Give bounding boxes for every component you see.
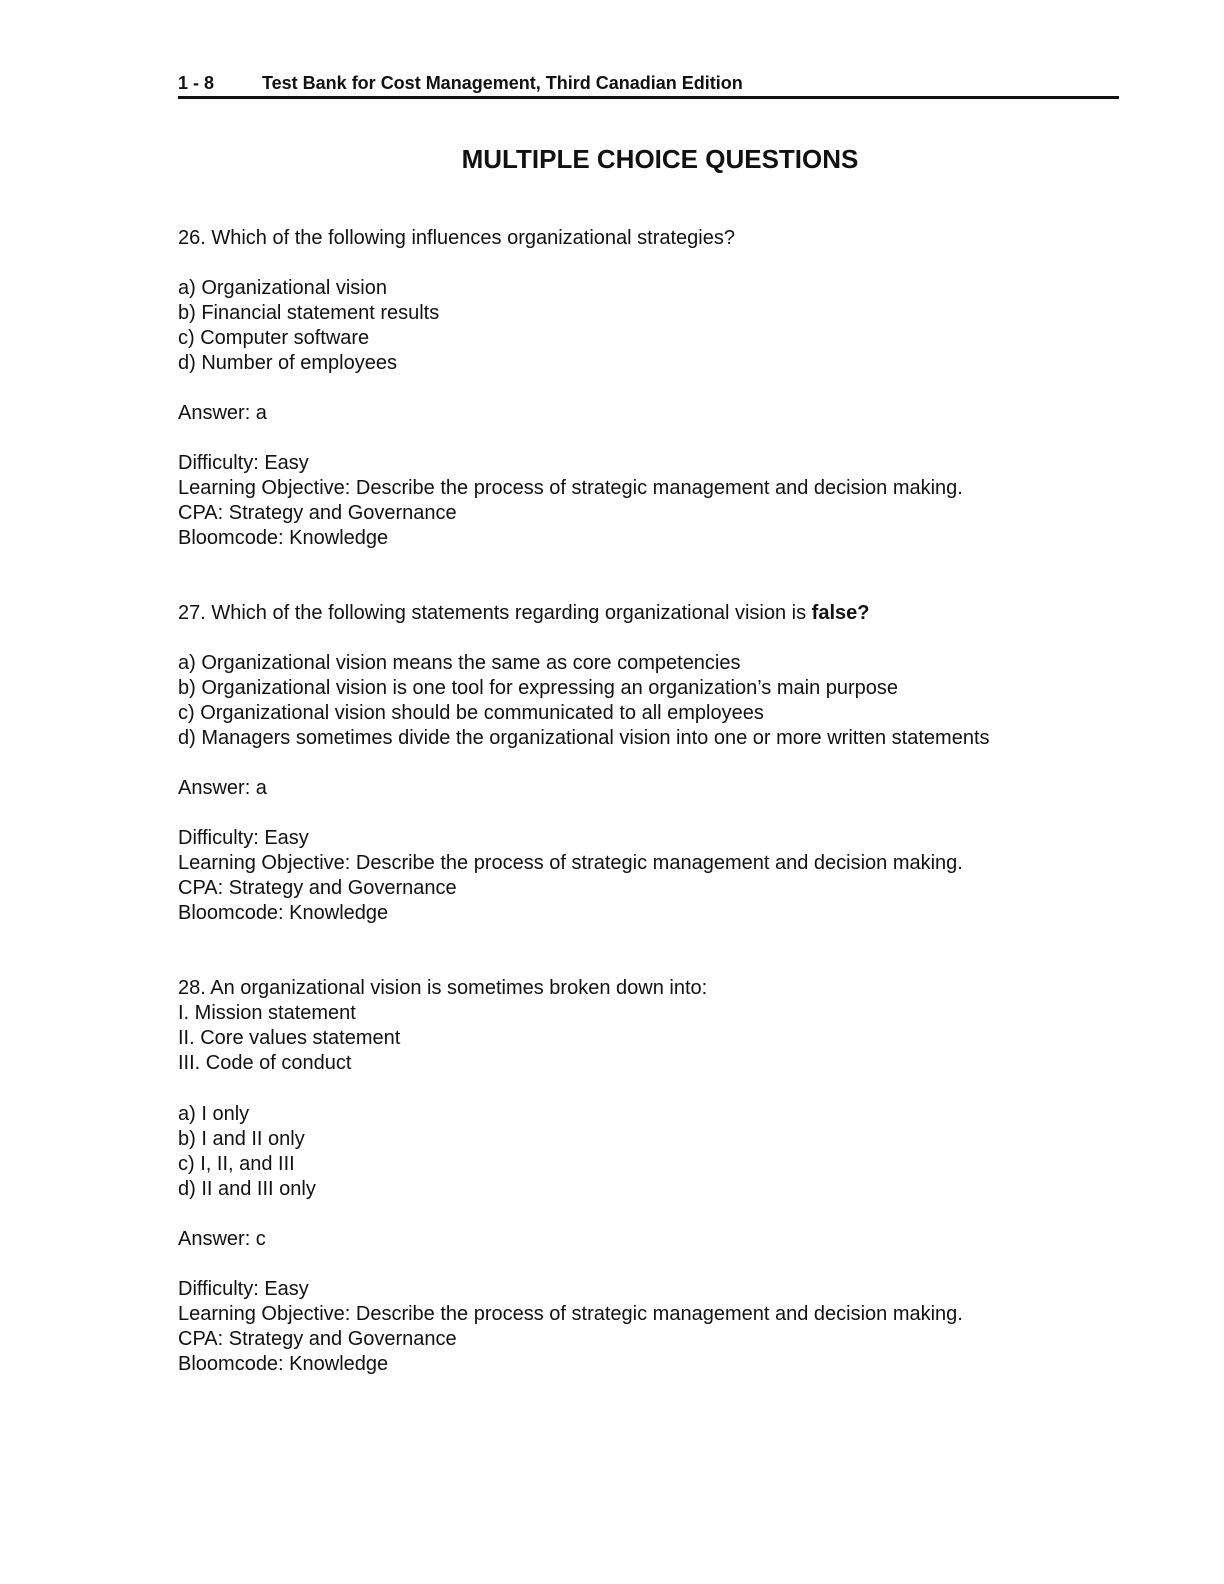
cpa-competency: CPA: Strategy and Governance — [178, 877, 457, 899]
bloomcode: Bloomcode: Knowledge — [178, 902, 389, 924]
answer: Answer: c — [178, 1228, 266, 1250]
answer: Answer: a — [178, 402, 267, 424]
cpa-competency: CPA: Strategy and Governance — [178, 1328, 457, 1350]
learning-objective: Learning Objective: Describe the process of strategic management and decision making. — [178, 852, 963, 874]
difficulty: Difficulty: Easy — [178, 827, 309, 849]
option-b: b) Financial statement results — [178, 302, 440, 324]
option-c: c) Computer software — [178, 327, 370, 349]
statement-i: I. Mission statement — [178, 1002, 356, 1024]
learning-objective: Learning Objective: Describe the process of strategic management and decision making. — [178, 477, 963, 499]
answer: Answer: a — [178, 777, 267, 799]
question-stem-text: 27. Which of the following statements regarding organizational vision is — [178, 602, 812, 624]
learning-objective: Learning Objective: Describe the process of strategic management and decision making. — [178, 1303, 963, 1325]
option-b: b) I and II only — [178, 1128, 305, 1150]
question-stem: 26. Which of the following influences organizational strategies? — [178, 227, 735, 249]
section-title: MULTIPLE CHOICE QUESTIONS — [461, 144, 859, 174]
option-c: c) Organizational vision should be communicated to all employees — [178, 702, 764, 724]
difficulty: Difficulty: Easy — [178, 452, 309, 474]
running-header — [178, 72, 1119, 99]
question-stem: 28. An organizational vision is sometimes broken down into: — [178, 977, 708, 999]
question-stem-emphasis: false? — [811, 602, 870, 624]
option-b: b) Organizational vision is one tool for expressing an organization’s main purpose — [178, 677, 899, 699]
option-d: d) Managers sometimes divide the organizational vision into one or more written statements — [178, 727, 990, 749]
option-d: d) Number of employees — [178, 352, 397, 374]
option-a: a) Organizational vision — [178, 277, 387, 299]
statement-ii: II. Core values statement — [178, 1027, 401, 1049]
option-c: c) I, II, and III — [178, 1153, 295, 1175]
option-a: a) Organizational vision means the same as core competencies — [178, 652, 741, 674]
page-number: 1 - 8 — [178, 73, 215, 93]
bloomcode: Bloomcode: Knowledge — [178, 527, 389, 549]
statement-iii: III. Code of conduct — [178, 1052, 352, 1074]
option-d: d) II and III only — [178, 1178, 316, 1200]
question-stem — [178, 601, 869, 626]
difficulty: Difficulty: Easy — [178, 1278, 309, 1300]
option-a: a) I only — [178, 1103, 250, 1125]
cpa-competency: CPA: Strategy and Governance — [178, 502, 457, 524]
book-title: Test Bank for Cost Management, Third Canadian Edition — [262, 73, 743, 93]
bloomcode: Bloomcode: Knowledge — [178, 1353, 389, 1375]
